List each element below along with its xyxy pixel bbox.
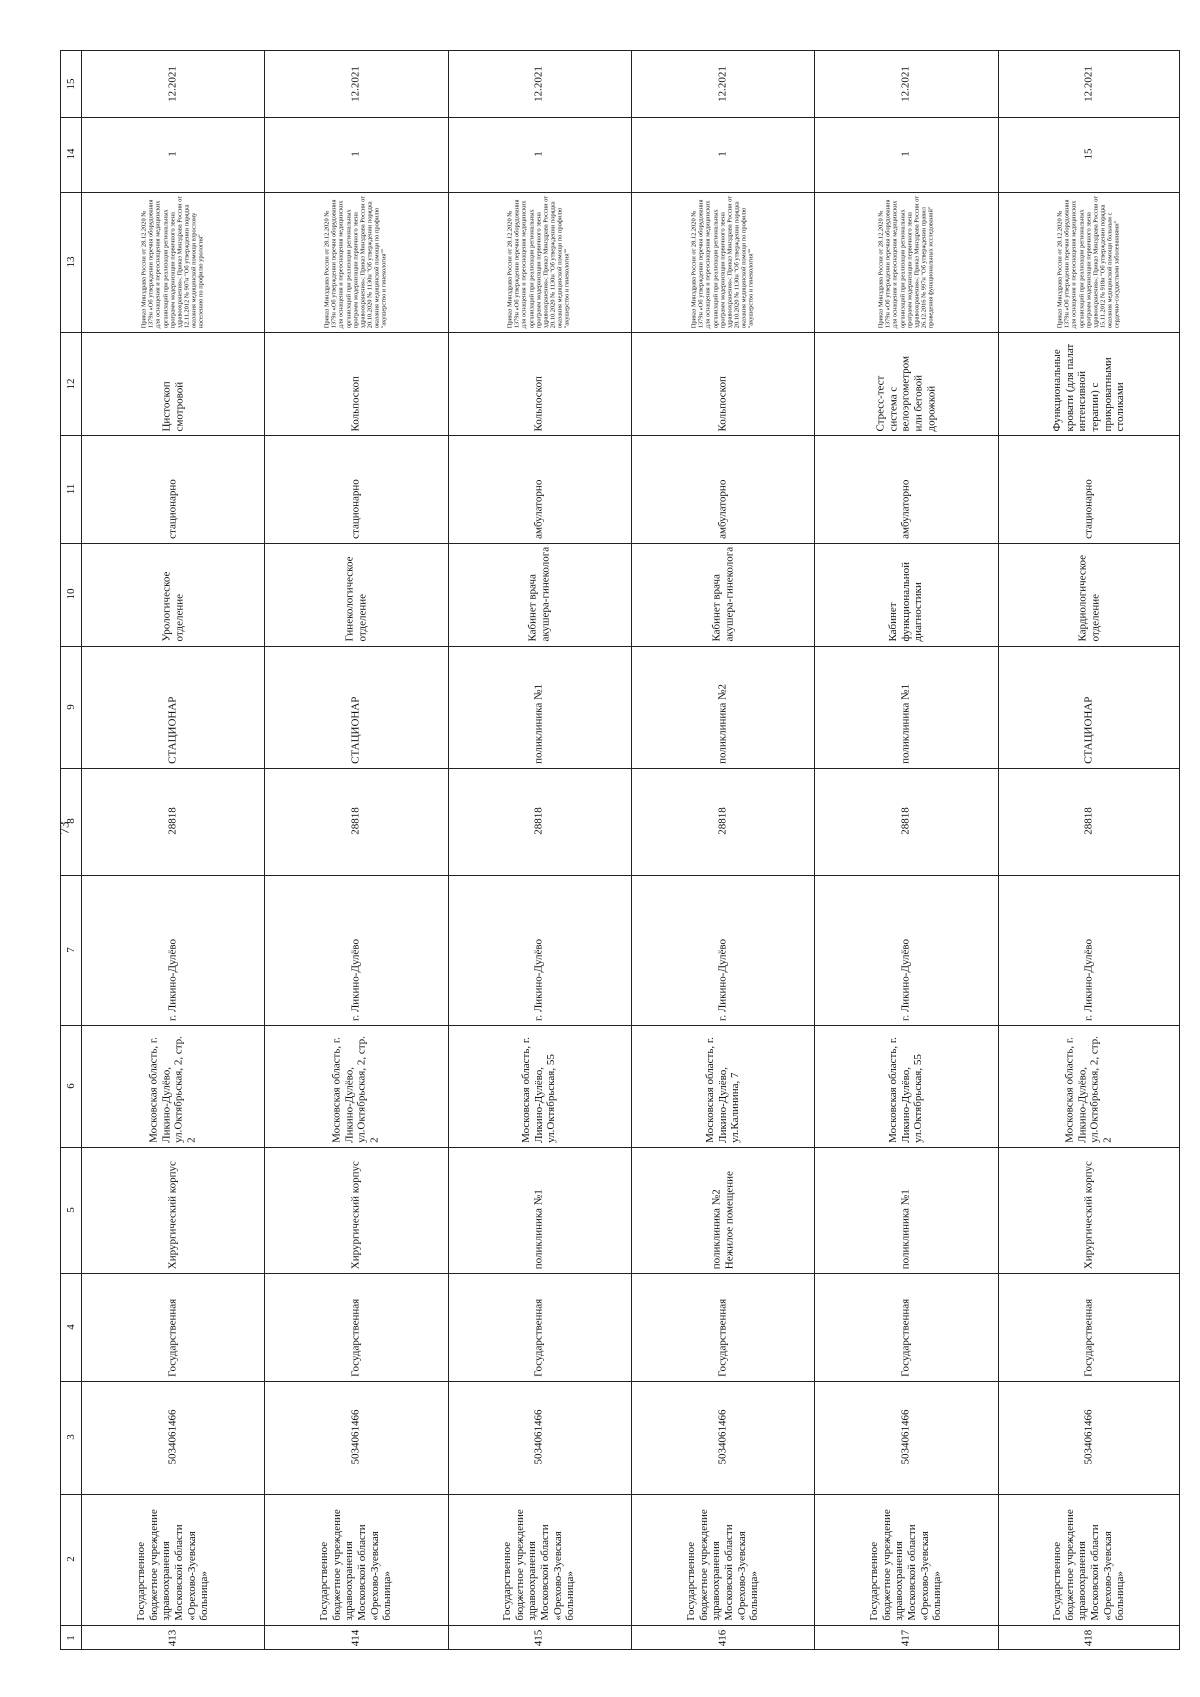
cell-text: 28818 xyxy=(349,807,362,836)
cell-text: СТАЦИОНАР xyxy=(166,696,179,764)
table-cell xyxy=(448,1147,631,1273)
column-number: 11 xyxy=(65,483,77,495)
table-cell xyxy=(448,543,631,646)
table-cell xyxy=(814,875,997,1025)
table-cell xyxy=(264,1494,447,1625)
table-cell xyxy=(81,1147,264,1273)
table-cell xyxy=(448,1494,631,1625)
table-cell xyxy=(264,768,447,876)
column-header xyxy=(61,1381,81,1493)
cell-text: 415 xyxy=(532,1629,545,1647)
column-number: 1 xyxy=(65,1635,77,1641)
cell-text: Государственная xyxy=(349,1299,362,1378)
cell-text: Государственное бюджетное учреждение здравоохранения Московской области «Орехово-Зуевская больница» xyxy=(318,1509,394,1621)
cell-text: стационарно xyxy=(166,479,179,539)
table-cell xyxy=(448,1625,631,1651)
cell-text: амбулаторно xyxy=(532,479,545,539)
cell-text: 1 xyxy=(349,151,362,157)
table-cell xyxy=(448,1381,631,1493)
table-cell xyxy=(81,543,264,646)
table-cell xyxy=(814,1625,997,1651)
table-cell xyxy=(814,192,997,333)
table-cell xyxy=(631,1494,814,1625)
table-cell xyxy=(998,435,1181,543)
cell-text: 417 xyxy=(899,1629,912,1647)
cell-text: Кольпоскоп xyxy=(716,375,729,432)
table-cell xyxy=(631,1025,814,1147)
cell-text: Кабинет врача акушера-гинеколога xyxy=(710,547,735,642)
table-cell xyxy=(814,1494,997,1625)
cell-text: 12.2021 xyxy=(166,65,179,102)
table-cell xyxy=(998,51,1181,117)
cell-text: Московская область, г. Ликино-Дулёво, ул.Октябрьская, 2, стр. 2 xyxy=(1064,1036,1114,1143)
cell-text: 12.2021 xyxy=(899,65,912,102)
cell-text: Московская область, г. Ликино-Дулёво, ул.Октябрьская, 55 xyxy=(520,1037,558,1143)
cell-text: Московская область, г. Ликино-Дулёво, ул.Октябрьская, 2, стр. 2 xyxy=(147,1036,198,1143)
table-cell xyxy=(264,117,447,192)
table-cell xyxy=(998,117,1181,192)
table-cell xyxy=(998,1381,1181,1493)
column-number: 15 xyxy=(65,78,77,90)
cell-text: Хирургический корпус xyxy=(349,1161,362,1270)
table-cell xyxy=(998,543,1181,646)
cell-text: Кабинет функциональной диагностики xyxy=(887,562,925,642)
table-cell xyxy=(81,435,264,543)
cell-text: Государственная xyxy=(166,1299,179,1378)
table-cell xyxy=(631,332,814,435)
cell-text: Кольпоскоп xyxy=(532,375,545,432)
cell-text: Приказ Минздрава России от 28.12.2020 № 1379н «Об утверждении перечня оборудования для оснащения и переоснащения медицинских организаций при реализации региональных программ модернизации первичного звена здравоохранения»; Приказ Минздрава России от 26.12.2016 № 997н "Об утверждении правил проведения функциональных исследований" xyxy=(877,195,935,328)
table-cell xyxy=(998,875,1181,1025)
cell-text: г. Ликино-Дулёво xyxy=(532,939,545,1022)
cell-text: 12.2021 xyxy=(1082,65,1095,102)
cell-text: 28818 xyxy=(716,807,729,836)
cell-text: Хирургический корпус xyxy=(166,1161,179,1270)
column-number: 7 xyxy=(65,947,77,954)
table-cell xyxy=(814,51,997,117)
table-cell xyxy=(264,332,447,435)
cell-text: 28818 xyxy=(1082,807,1095,836)
cell-text: Кардиологическое отделение xyxy=(1076,555,1102,642)
cell-text: поликлиника №1 xyxy=(899,1189,912,1270)
cell-text: СТАЦИОНАР xyxy=(349,696,362,764)
cell-text: Государственное бюджетное учреждение здравоохранения Московской области «Орехово-Зуевская больница» xyxy=(1051,1509,1127,1621)
table-cell xyxy=(631,117,814,192)
cell-text: поликлиника №2 xyxy=(716,683,729,764)
table-cell xyxy=(998,192,1181,333)
cell-text: поликлиника №2 Нежилое помещение xyxy=(710,1171,735,1270)
table-cell xyxy=(448,435,631,543)
cell-text: Кабинет врача акушера-гинеколога xyxy=(526,547,552,642)
table-cell xyxy=(631,543,814,646)
column-number: 12 xyxy=(65,378,77,390)
cell-text: 12.2021 xyxy=(532,65,545,102)
table-cell xyxy=(998,1625,1181,1651)
cell-text: СТАЦИОНАР xyxy=(1082,696,1095,764)
cell-text: 12.2021 xyxy=(716,65,729,102)
cell-text: Государственное бюджетное учреждение здравоохранения Московской области «Орехово-Зуевская больница» xyxy=(501,1509,577,1621)
cell-text: Приказ Минздрава России от 28.12.2020 № 1379н «Об утверждении перечня оборудования для оснащения и переоснащения медицинских организаций при реализации региональных программ модернизации первичного звена здравоохранения»; Приказ Минздрава России от 12.11.2012 № 907н "Об утверждении порядка оказания медицинской помощи взрослому населению по профилю урология" xyxy=(140,195,205,328)
cell-text: 15 xyxy=(1082,148,1095,160)
table-cell xyxy=(264,51,447,117)
cell-text: Государственное бюджетное учреждение здравоохранения Московской области «Орехово-Зуевская больница» xyxy=(134,1509,210,1621)
table-cell xyxy=(81,768,264,876)
cell-text: Гинекологическое отделение xyxy=(343,556,368,642)
column-number: 8 xyxy=(65,818,77,825)
table-cell xyxy=(264,1381,447,1493)
table-cell xyxy=(998,768,1181,876)
column-header xyxy=(61,1147,81,1273)
column-header xyxy=(61,646,81,768)
column-header xyxy=(61,875,81,1025)
cell-text: 5034061466 xyxy=(532,1409,545,1465)
cell-text: стационарно xyxy=(1082,479,1095,539)
cell-text: г. Ликино-Дулёво xyxy=(899,939,912,1022)
cell-text: 28818 xyxy=(899,807,912,836)
table-cell xyxy=(631,1381,814,1493)
cell-text: г. Ликино-Дулёво xyxy=(166,939,179,1022)
cell-text: Московская область, г. Ликино-Дулёво, ул.Калинина, 7 xyxy=(703,1037,741,1143)
table-cell xyxy=(264,1025,447,1147)
column-header xyxy=(61,117,81,192)
cell-text: Урологическое отделение xyxy=(160,571,185,642)
column-header xyxy=(61,332,81,435)
table-cell xyxy=(448,51,631,117)
table-cell xyxy=(631,192,814,333)
table-cell xyxy=(81,1381,264,1493)
cell-text: Московская область, г. Ликино-Дулёво, ул.Октябрьская, 2, стр. 2 xyxy=(330,1036,381,1143)
table-cell xyxy=(448,875,631,1025)
table-cell xyxy=(264,1273,447,1381)
table-cell xyxy=(448,646,631,768)
column-number: 4 xyxy=(65,1324,77,1331)
table-cell xyxy=(81,1025,264,1147)
column-header xyxy=(61,51,81,117)
table-cell xyxy=(448,192,631,333)
table-cell xyxy=(448,1273,631,1381)
table-cell xyxy=(814,1273,997,1381)
cell-text: Государственная xyxy=(532,1299,545,1378)
table-cell xyxy=(264,192,447,333)
table-cell xyxy=(631,768,814,876)
page-number: 73 xyxy=(56,821,72,835)
cell-text: 413 xyxy=(166,1629,179,1647)
cell-text: стационарно xyxy=(349,479,362,539)
column-header xyxy=(61,435,81,543)
column-header xyxy=(61,543,81,646)
column-header xyxy=(61,1494,81,1625)
cell-text: 5034061466 xyxy=(1082,1409,1095,1465)
cell-text: 1 xyxy=(899,151,912,157)
cell-text: Стресс-тест система с велоэргометром или беговой дорожкой xyxy=(874,355,937,432)
table-cell xyxy=(264,543,447,646)
table-cell xyxy=(81,1625,264,1651)
cell-text: г. Ликино-Дулёво xyxy=(349,939,362,1022)
table-cell xyxy=(631,646,814,768)
table-cell xyxy=(631,1147,814,1273)
cell-text: 28818 xyxy=(166,807,179,836)
cell-text: 28818 xyxy=(532,807,545,836)
cell-text: Государственная xyxy=(899,1299,912,1378)
table-cell xyxy=(631,435,814,543)
cell-text: Приказ Минздрава России от 28.12.2020 № 1379н «Об утверждении перечня оборудования для оснащения и переоснащения медицинских организаций при реализации региональных программ модернизации первичного звена здравоохранения»; Приказ Минздрава России от 20.10.2020 № 1130н "Об утверждении порядка оказания медицинской помощи по профилю "акушерство и гинекология"" xyxy=(690,195,755,328)
cell-text: Приказ Минздрава России от 28.12.2020 № 1379н «Об утверждении перечня оборудования для оснащения и переоснащения медицинских организаций при реализации региональных программ модернизации первичного звена здравоохранения»; Приказ Минздрава России от 15.11.2012 № 918н "Об утверждении порядка оказания медицинской помощи больным с сердечно-сосудистыми заболеваниями" xyxy=(1057,195,1122,328)
column-number: 10 xyxy=(65,588,77,600)
column-number: 13 xyxy=(65,256,77,268)
table-cell xyxy=(814,332,997,435)
cell-text: 414 xyxy=(349,1629,362,1647)
table-cell xyxy=(448,768,631,876)
cell-text: Цистоскоп смотровой xyxy=(160,380,185,432)
cell-text: Приказ Минздрава России от 28.12.2020 № 1379н «Об утверждении перечня оборудования для оснащения и переоснащения медицинских организаций при реализации региональных программ модернизации первичного звена здравоохранения»; Приказ Минздрава России от 20.10.2020 № 1130н "Об утверждении порядка оказания медицинской помощи по профилю "акушерство и гинекология"" xyxy=(507,195,572,328)
cell-text: поликлиника №1 xyxy=(532,1189,545,1270)
table-cell xyxy=(81,332,264,435)
column-number: 9 xyxy=(65,703,77,710)
table-cell xyxy=(814,1381,997,1493)
table-cell xyxy=(998,1025,1181,1147)
column-header xyxy=(61,192,81,333)
cell-text: Функциональные кровати (для палат интенсивной терапии) с прикроватными столиками xyxy=(1051,343,1127,432)
cell-text: Московская область, г. Ликино-Дулёво, ул.Октябрьская, 55 xyxy=(887,1037,925,1143)
table-cell xyxy=(81,1273,264,1381)
table-cell xyxy=(81,646,264,768)
column-header xyxy=(61,1625,81,1651)
cell-text: амбулаторно xyxy=(716,479,729,539)
table-cell xyxy=(448,1025,631,1147)
table-cell xyxy=(814,1147,997,1273)
cell-text: 1 xyxy=(716,151,729,157)
cell-text: Хирургический корпус xyxy=(1082,1161,1095,1270)
cell-text: Государственная xyxy=(1082,1299,1095,1378)
cell-text: г. Ликино-Дулёво xyxy=(716,939,729,1022)
cell-text: 5034061466 xyxy=(899,1409,912,1465)
column-number: 3 xyxy=(65,1434,77,1441)
cell-text: поликлиника №1 xyxy=(899,683,912,764)
table-cell xyxy=(631,51,814,117)
table-cell xyxy=(998,1147,1181,1273)
table-cell xyxy=(814,117,997,192)
table-cell xyxy=(81,875,264,1025)
cell-text: Государственное бюджетное учреждение здравоохранения Московской области «Орехово-Зуевская больница» xyxy=(684,1509,760,1621)
cell-text: Приказ Минздрава России от 28.12.2020 № 1379н «Об утверждении перечня оборудования для оснащения и переоснащения медицинских организаций при реализации региональных программ модернизации первичного звена здравоохранения»; Приказ Минздрава России от 20.10.2020 № 1130н "Об утверждении порядка оказания медицинской помощи по профилю "акушерство и гинекология"" xyxy=(323,195,389,328)
table-cell xyxy=(264,646,447,768)
cell-text: 1 xyxy=(166,151,179,157)
column-header xyxy=(61,1273,81,1381)
table-cell xyxy=(448,117,631,192)
table-cell xyxy=(814,646,997,768)
table-cell xyxy=(998,1494,1181,1625)
cell-text: Государственная xyxy=(716,1299,729,1378)
table-cell xyxy=(631,875,814,1025)
cell-text: 5034061466 xyxy=(166,1409,179,1465)
column-number: 14 xyxy=(65,148,77,160)
table-cell xyxy=(998,1273,1181,1381)
table-cell xyxy=(814,1025,997,1147)
cell-text: 5034061466 xyxy=(349,1409,362,1465)
cell-text: 1 xyxy=(532,151,545,157)
cell-text: Государственное бюджетное учреждение здравоохранения Московской области «Орехово-Зуевская больница» xyxy=(868,1509,944,1621)
table-cell xyxy=(998,332,1181,435)
cell-text: 12.2021 xyxy=(349,65,362,102)
cell-text: 418 xyxy=(1082,1629,1095,1647)
table-cell xyxy=(814,435,997,543)
table-cell xyxy=(81,192,264,333)
column-header xyxy=(61,1025,81,1147)
cell-text: поликлиника №1 xyxy=(532,683,545,764)
cell-text: Кольпоскоп xyxy=(349,375,362,432)
table-cell xyxy=(264,1147,447,1273)
cell-text: 5034061466 xyxy=(716,1409,729,1465)
table-cell xyxy=(264,875,447,1025)
table-cell xyxy=(631,1625,814,1651)
table-cell xyxy=(81,117,264,192)
table-cell xyxy=(264,1625,447,1651)
table-cell xyxy=(448,332,631,435)
cell-text: 416 xyxy=(716,1629,729,1647)
cell-text: амбулаторно xyxy=(899,479,912,539)
column-number: 6 xyxy=(65,1083,77,1089)
column-header xyxy=(61,768,81,876)
table-cell xyxy=(81,1494,264,1625)
table-cell xyxy=(631,1273,814,1381)
column-number: 5 xyxy=(65,1207,77,1213)
table-cell xyxy=(81,51,264,117)
column-number: 2 xyxy=(65,1556,77,1562)
table-cell xyxy=(998,646,1181,768)
cell-text: г. Ликино-Дулёво xyxy=(1082,939,1095,1022)
table-cell xyxy=(814,768,997,876)
table-cell xyxy=(264,435,447,543)
document-table xyxy=(60,50,1180,1650)
table-cell xyxy=(814,543,997,646)
